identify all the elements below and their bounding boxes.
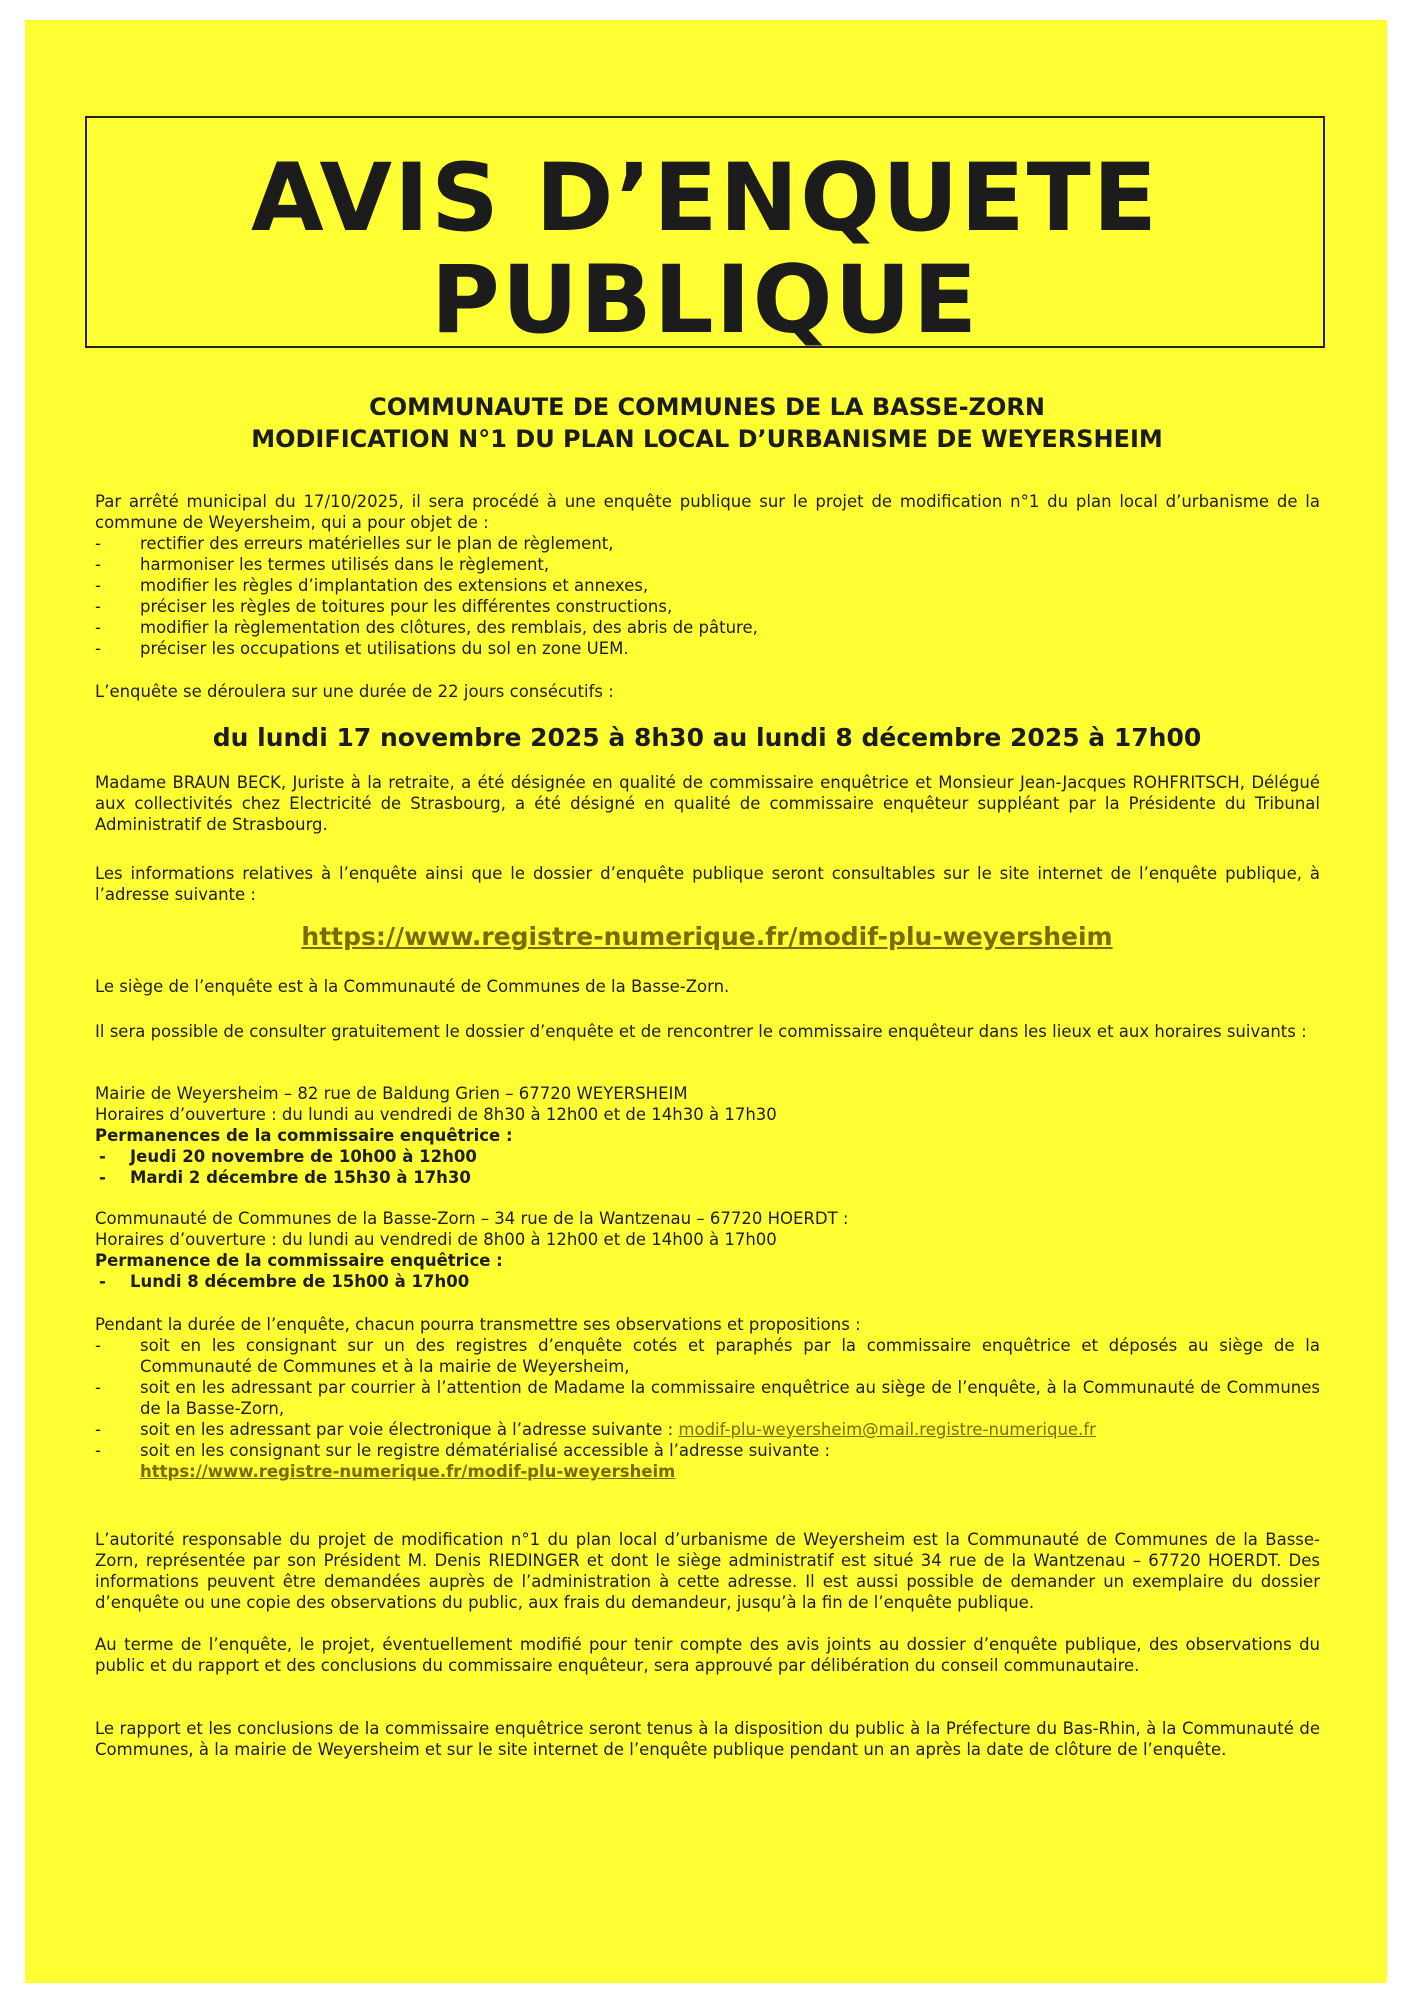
- location-address: Communauté de Communes de la Basse-Zorn – 34 rue de la Wantzenau – 67720 HOERDT :: [95, 1209, 849, 1228]
- commissioners-paragraph: Madame BRAUN BECK, Juriste à la retraite, a été désignée en qualité de commissaire enquêtrice et Monsieur Jean-Jacques ROHFRITSCH, Délégué aux collectivités chez Electricité de Strasbourg, a été désigné en qualité de commissaire enquêteur suppléant par la Présidente du Tribunal Administratif de Strasbourg.: [95, 773, 1320, 834]
- title-line-1: AVIS D’ENQUETE: [251, 144, 1159, 253]
- title-line-2: PUBLIQUE: [430, 246, 980, 355]
- registry-url-link[interactable]: https://www.registre-numerique.fr/modif-plu-weyersheim: [301, 922, 1113, 951]
- objectives-block: [95, 491, 1320, 659]
- subtitle-line-2: MODIFICATION N°1 DU PLAN LOCAL D’URBANISME DE WEYERSHEIM: [251, 425, 1163, 453]
- objective-item: - harmoniser les termes utilisés dans le règlement,: [95, 555, 550, 574]
- permanence-title: Permanence de la commissaire enquêtrice :: [95, 1251, 503, 1270]
- authority-paragraph: L’autorité responsable du projet de modification n°1 du plan local d’urbanisme de Weyersheim est la Communauté de Communes de la Basse-Zorn, représentée par son Président M. Denis RIEDINGER et dont le siège administratif est situé 34 rue de la Wantzenau – 67720 HOERDT. Des informations peuvent être demandées auprès de l’administration à cette adresse. Il est aussi possible de demander un exemplaire du dossier d’enquête ou une copie des observations du public, aux frais du demandeur, jusqu’à la fin de l’enquête publique.: [95, 1530, 1320, 1612]
- objective-item: - rectifier des erreurs matérielles sur le plan de règlement,: [95, 534, 614, 553]
- end-paragraph: Au terme de l’enquête, le projet, éventuellement modifié pour tenir compte des avis joints au dossier d’enquête publique, des observations du public et du rapport et des conclusions du commissaire enquêteur, sera approuvé par délibération du conseil communautaire.: [95, 1635, 1320, 1675]
- report-paragraph: Le rapport et les conclusions de la commissaire enquêtrice seront tenus à la disposition du public à la Préfecture du Bas-Rhin, à la Communauté de Communes, à la mairie de Weyersheim et sur le site internet de l’enquête publique pendant un an après la date de clôture de l’enquête.: [95, 1719, 1320, 1759]
- location-hours: Horaires d’ouverture : du lundi au vendredi de 8h00 à 12h00 et de 14h00 à 17h00: [95, 1230, 777, 1249]
- seat-text: Le siège de l’enquête est à la Communauté de Communes de la Basse-Zorn.: [95, 977, 730, 996]
- location-address: Mairie de Weyersheim – 82 rue de Baldung Grien – 67720 WEYERSHEIM: [95, 1084, 688, 1103]
- objective-item: - modifier les règles d’implantation des extensions et annexes,: [95, 576, 649, 595]
- objective-item: - préciser les occupations et utilisations du sol en zone UEM.: [95, 639, 629, 658]
- subtitle-line-1: COMMUNAUTE DE COMMUNES DE LA BASSE-ZORN: [369, 393, 1045, 421]
- intro-paragraph: Par arrêté municipal du 17/10/2025, il sera procédé à une enquête publique sur le projet de modification n°1 du plan local d’urbanisme de la commune de Weyersheim, qui a pour objet de :: [95, 492, 1320, 532]
- observations-block: [95, 1314, 1320, 1482]
- registry-url-small-link[interactable]: https://www.registre-numerique.fr/modif-plu-weyersheim: [140, 1462, 676, 1481]
- objective-item: - modifier la règlementation des clôtures, des remblais, des abris de pâture,: [95, 618, 758, 637]
- observation-item: - soit en les adressant par courrier à l’attention de Madame la commissaire enquêtrice au siège de l’enquête, à la Communauté de Communes de la Basse-Zorn,: [95, 1378, 1320, 1418]
- location-hours: Horaires d’ouverture : du lundi au vendredi de 8h30 à 12h00 et de 14h30 à 17h30: [95, 1105, 777, 1124]
- title-box: [85, 116, 1325, 355]
- info-paragraph: Les informations relatives à l’enquête ainsi que le dossier d’enquête publique seront consultables sur le site internet de l’enquête publique, à l’adresse suivante :: [95, 864, 1320, 904]
- permanence-item: - Mardi 2 décembre de 15h30 à 17h30: [99, 1168, 471, 1187]
- duration-text: L’enquête se déroulera sur une durée de 22 jours consécutifs :: [95, 682, 614, 701]
- objective-item: - préciser les règles de toitures pour les différentes constructions,: [95, 597, 673, 616]
- email-link[interactable]: modif-plu-weyersheim@mail.registre-numerique.fr: [678, 1420, 1096, 1439]
- observations-intro: Pendant la durée de l’enquête, chacun pourra transmettre ses observations et propositions :: [95, 1315, 861, 1334]
- permanence-item: - Lundi 8 décembre de 15h00 à 17h00: [99, 1272, 470, 1291]
- permanence-item: - Jeudi 20 novembre de 10h00 à 12h00: [99, 1147, 477, 1166]
- notice-sheet: [25, 20, 1387, 1983]
- location-weyersheim: [95, 1083, 1320, 1188]
- observation-item: - soit en les consignant sur un des registres d’enquête cotés et paraphés par la commissaire enquêtrice et déposés au siège de la Communauté de Communes et à la mairie de Weyersheim,: [95, 1336, 1320, 1376]
- inquiry-dates: du lundi 17 novembre 2025 à 8h30 au lundi 8 décembre 2025 à 17h00: [212, 723, 1202, 752]
- consult-paragraph: Il sera possible de consulter gratuitement le dossier d’enquête et de rencontrer le commissaire enquêteur dans les lieux et aux horaires suivants :: [95, 1022, 1307, 1041]
- observation-item: - soit en les consignant sur le registre dématérialisé accessible à l’adresse suivante : https://www.registre-numerique.fr/modif-plu-weyersheim: [95, 1441, 831, 1481]
- permanence-title: Permanences de la commissaire enquêtrice :: [95, 1126, 513, 1145]
- location-hoerdt: [95, 1208, 1320, 1292]
- observation-item: - soit en les adressant par voie électronique à l’adresse suivante : modif-plu-weyersheim@mail.registre-numerique.fr: [95, 1420, 1096, 1439]
